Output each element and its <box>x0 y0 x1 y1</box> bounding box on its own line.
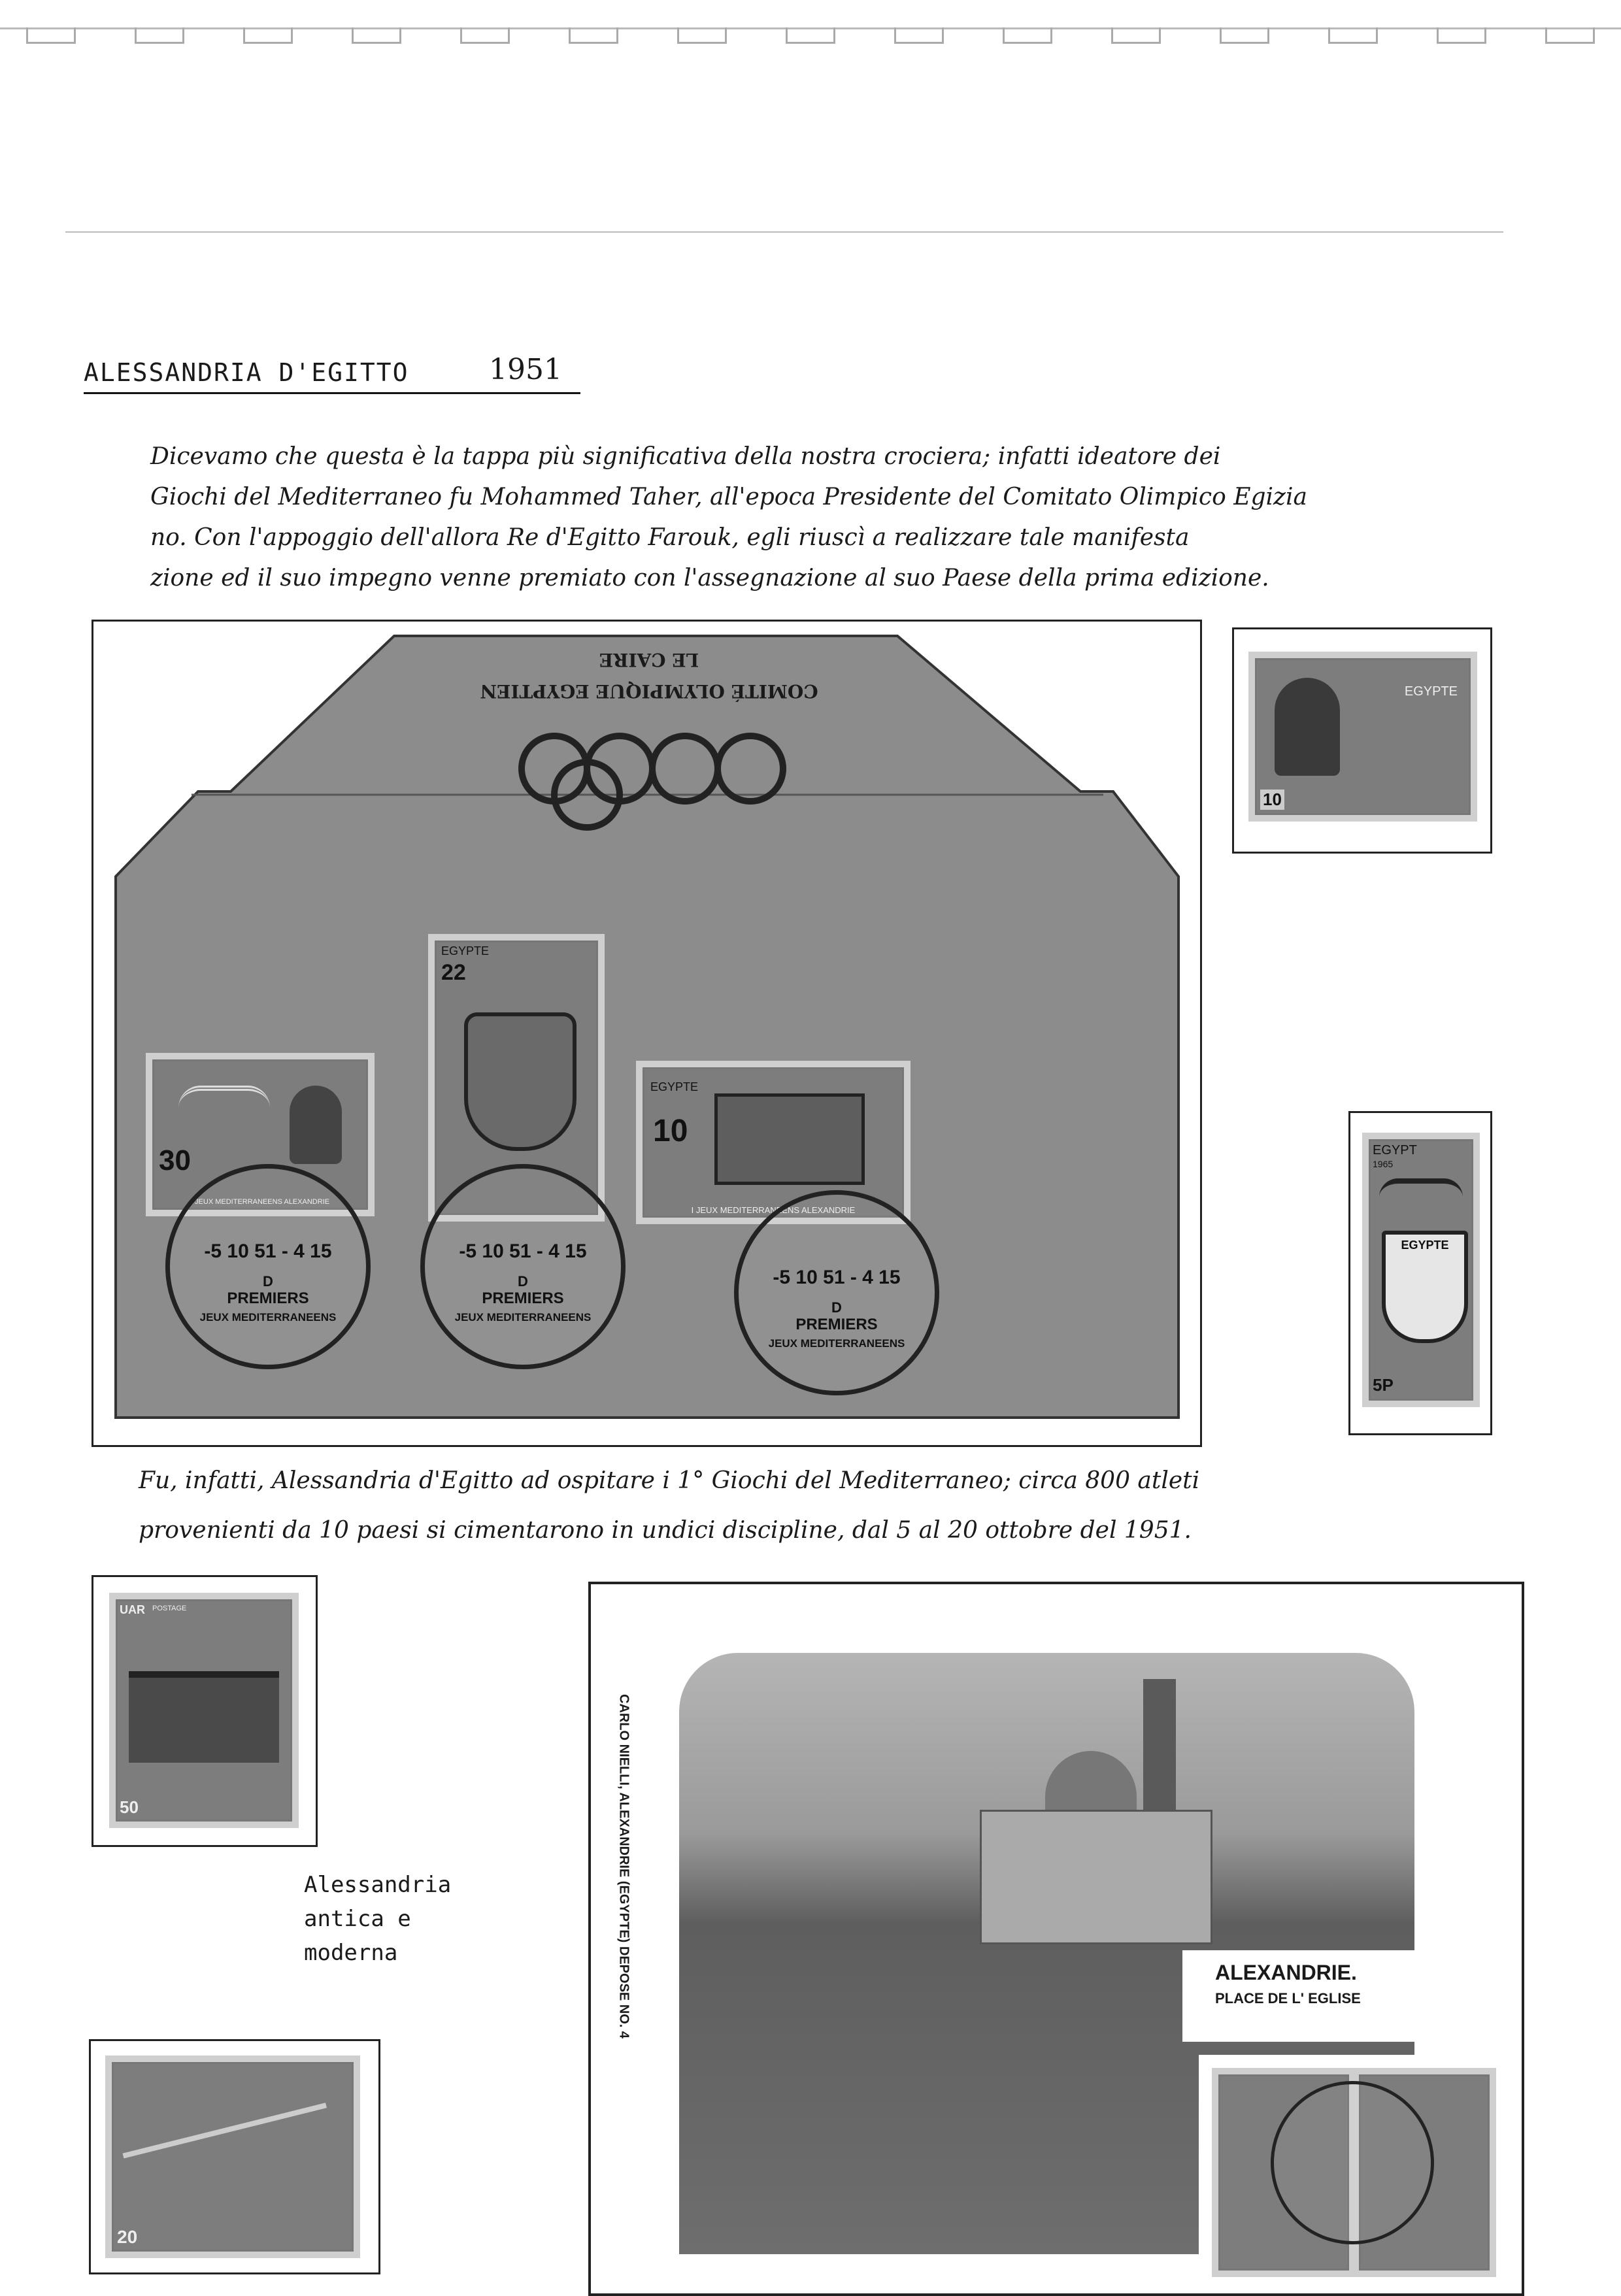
church-facade <box>980 1810 1212 1944</box>
intro-line: zione ed il suo impegno venne premiato con l'assegnazione al suo Paese della prima edizione. <box>150 565 1269 591</box>
postmark <box>1271 2081 1434 2244</box>
page-heading <box>84 353 580 394</box>
games-line: provenienti da 10 paesi si cimentarono in undici discipline, dal 5 al 20 ottobre del 1951. <box>139 1517 1192 1544</box>
postmark-text: PREMIERS <box>482 1289 564 1307</box>
caption-line: moderna <box>304 1940 398 1966</box>
ring-icon <box>714 733 786 805</box>
postmark-letter: D <box>518 1273 528 1289</box>
stamp-year: 1965 <box>1373 1159 1394 1169</box>
games-paragraph <box>139 1456 1511 1556</box>
postcard-label-panel <box>1182 1950 1509 2042</box>
stamp-country: EGYPTE <box>650 1080 699 1093</box>
stamp-country: UAR <box>120 1603 145 1616</box>
postmark <box>420 1164 626 1369</box>
binder-tab <box>460 27 510 44</box>
intro-paragraph <box>150 437 1529 599</box>
stamp-denomination: 10 <box>653 1114 688 1148</box>
lower-stamp-top-mount <box>92 1575 318 1847</box>
lower-stamp-bridge <box>105 2055 360 2258</box>
postmark <box>165 1164 371 1369</box>
postmark-text: PREMIERS <box>795 1316 878 1333</box>
ring-icon <box>649 733 721 805</box>
binder-tab <box>1328 27 1378 44</box>
postmark-date: -5 10 51 - 4 15 <box>773 1267 901 1288</box>
binder-tab <box>1003 27 1052 44</box>
postmark-letter: D <box>831 1299 842 1316</box>
flap-text-line1: COMITÉ OLYMPIQUE EGYPTIEN <box>480 680 818 702</box>
stamp-denomination: 10 <box>1260 790 1284 810</box>
binder-tab <box>1111 27 1161 44</box>
postmark <box>734 1190 939 1395</box>
intro-line: no. Con l'appoggio dell'allora Re d'Egitto Farouk, egli riuscì a realizzare tale manifesta <box>150 524 1190 551</box>
portrait-icon <box>290 1086 342 1164</box>
shield-text: EGYPTE <box>1401 1239 1449 1252</box>
postcard-title: ALEXANDRIE. <box>1215 1961 1357 1984</box>
cover-frame <box>92 620 1202 1447</box>
olympic-rings <box>518 733 793 831</box>
shield-icon <box>1382 1231 1468 1343</box>
caption-line: antica e <box>304 1906 411 1932</box>
side-stamp-shield <box>1362 1133 1480 1407</box>
heading-year: 1951 <box>489 353 562 386</box>
stamp-denomination: 30 <box>159 1144 191 1176</box>
binder-tab <box>894 27 944 44</box>
ring-icon <box>551 759 623 831</box>
lower-stamp-fort <box>109 1593 299 1828</box>
stamp-country: EGYPTE <box>441 944 490 957</box>
building-icon <box>714 1093 865 1185</box>
fortress-icon <box>129 1671 279 1763</box>
header-rule <box>65 231 1503 233</box>
intro-line: Dicevamo che questa è la tappa più significativa della nostra crociera; infatti ideatore dei <box>150 443 1221 470</box>
postmark-text: JEUX MEDITERRANEENS <box>454 1311 592 1323</box>
games-line: Fu, infatti, Alessandria d'Egitto ad ospitare i 1° Giochi del Mediterraneo; circa 800 atleti <box>139 1467 1200 1494</box>
side-stamp-king <box>1248 652 1477 822</box>
binder-tab <box>1437 27 1486 44</box>
binder-tab <box>26 27 76 44</box>
binder-tab <box>786 27 835 44</box>
postmark-date: -5 10 51 - 4 15 <box>459 1240 587 1262</box>
stamp-label: POSTAGE <box>152 1605 187 1612</box>
caption-line: Alessandria <box>304 1872 452 1898</box>
stamp-legend: I JEUX MEDITERRANEENS ALEXANDRIE <box>691 1205 856 1215</box>
binder-tab <box>1545 27 1595 44</box>
stamp-country: EGYPTE <box>1404 684 1458 699</box>
stamp-denomination: 22 <box>441 960 466 985</box>
postmark-text: JEUX MEDITERRANEENS <box>768 1337 905 1350</box>
binder-tab <box>135 27 184 44</box>
bridge-icon <box>123 2103 337 2196</box>
crest-icon <box>464 1012 577 1151</box>
postcard-side-text: CARLO NIELLI, ALEXANDRIE (EGYPTE) DEPOSE NO. 4 <box>616 1693 631 2039</box>
postmark-text: JEUX MEDITERRANEENS <box>199 1311 337 1323</box>
stamp-legend: I JEUX MEDITERRANEENS ALEXANDRIE <box>190 1198 330 1206</box>
heading-title: ALESSANDRIA D'EGITTO <box>84 358 409 387</box>
postmark-date: -5 10 51 - 4 15 <box>204 1240 332 1262</box>
postcard-frame <box>588 1582 1524 2296</box>
postcard-subtitle: PLACE DE L' EGLISE <box>1215 1990 1361 2006</box>
caption <box>304 1868 451 1970</box>
intro-line: Giochi del Mediterraneo fu Mohammed Taher, all'epoca Presidente del Comitato Olimpico Egizia <box>150 484 1307 510</box>
binder-tab <box>243 27 293 44</box>
postcard-stamp-pair <box>1199 2055 1506 2277</box>
stamp-country: EGYPT <box>1373 1143 1417 1157</box>
stamp-denomination: 5P <box>1373 1375 1394 1395</box>
side-stamp-middle-mount <box>1348 1111 1492 1435</box>
binder-tab <box>569 27 618 44</box>
binder-tab <box>1220 27 1269 44</box>
church-dome-icon <box>1045 1751 1137 1816</box>
binder-tab <box>352 27 401 44</box>
postmark-letter: D <box>263 1273 273 1289</box>
rings-icon <box>1379 1178 1463 1216</box>
portrait-icon <box>1275 678 1340 776</box>
flap-text-line2: LE CAIRE <box>599 649 699 671</box>
postmark-text: PREMIERS <box>227 1289 309 1307</box>
stamp-denomination: 50 <box>120 1797 139 1817</box>
binder-tab <box>677 27 727 44</box>
lower-stamp-bottom-mount <box>89 2039 380 2274</box>
side-stamp-top-mount <box>1232 627 1492 854</box>
stamp-denomination: 20 <box>117 2227 138 2247</box>
binder-tab-strip <box>0 0 1621 46</box>
stamp-rings-icon <box>178 1086 270 1130</box>
